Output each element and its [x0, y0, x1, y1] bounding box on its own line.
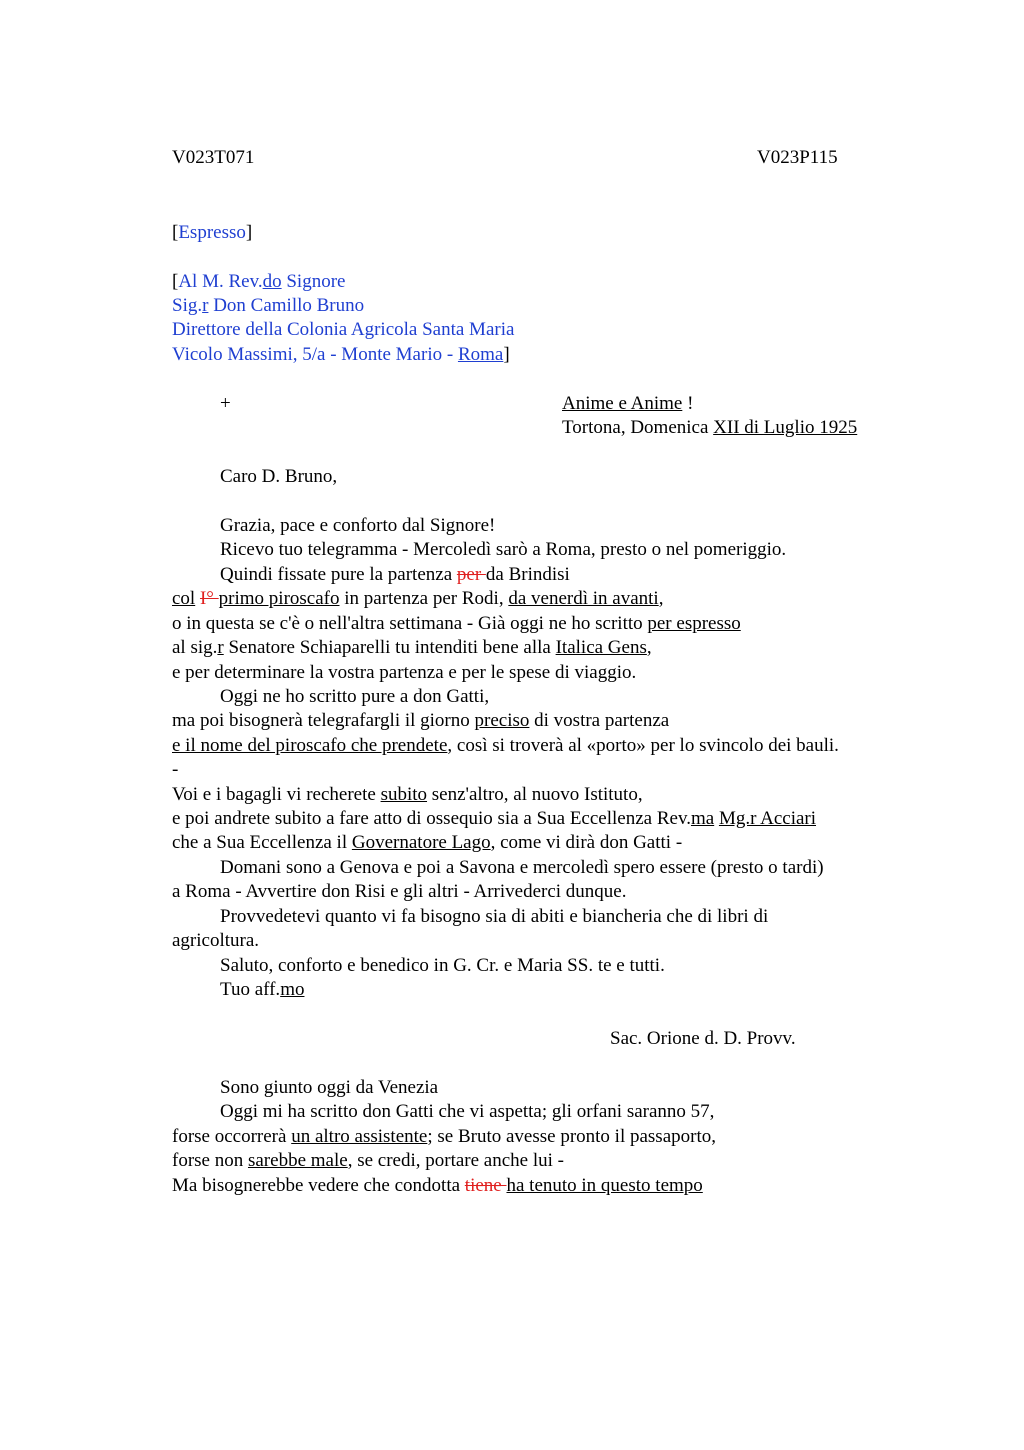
body-line: -: [172, 759, 179, 780]
body-line: Saluto, conforto e benedico in G. Cr. e Maria SS. te e tutti.: [220, 955, 665, 976]
body-line: e poi andrete subito a fare atto di ossequio sia a Sua Eccellenza Rev.ma Mg.r Acciari: [172, 808, 817, 829]
express-note: [Espresso]: [172, 222, 253, 243]
salutation: Caro D. Bruno,: [220, 466, 338, 487]
body-line: al sig.r Senatore Schiaparelli tu intenditi bene alla Italica Gens,: [172, 637, 652, 658]
place-date: Tortona, Domenica XII di Luglio 1925: [562, 417, 858, 438]
postscript-line: Sono giunto oggi da Venezia: [220, 1077, 439, 1098]
postscript-line: Ma bisognerebbe vedere che condotta tiene ha tenuto in questo tempo: [172, 1175, 703, 1196]
cross-mark: +: [220, 393, 231, 414]
body-line: Domani sono a Genova e poi a Savona e mercoledì spero essere (presto o tardi): [220, 857, 824, 878]
postscript-line: forse non sarebbe male, se credi, portare anche lui -: [172, 1150, 564, 1171]
address-line-3: Direttore della Colonia Agricola Santa Maria: [172, 319, 515, 340]
address-line-4: Vicolo Massimi, 5/a - Monte Mario - Roma]: [172, 344, 510, 365]
header-right-code: V023P115: [757, 147, 838, 168]
address-line-1: [Al M. Rev.do Signore: [172, 271, 346, 292]
body-line: a Roma - Avvertire don Risi e gli altri - Arrivederci dunque.: [172, 881, 627, 902]
deleted-text: I°: [199, 588, 219, 609]
signature: Sac. Orione d. D. Provv.: [610, 1028, 796, 1049]
deleted-text: per: [456, 564, 486, 585]
postscript-line: forse occorrerà un altro assistente; se Bruto avesse pronto il passaporto,: [172, 1126, 716, 1147]
body-line: Voi e i bagagli vi recherete subito senz'altro, al nuovo Istituto,: [172, 784, 643, 805]
body-line: agricoltura.: [172, 930, 260, 951]
address-line-2: Sig.r Don Camillo Bruno: [172, 295, 365, 316]
body-line: col I° primo piroscafo in partenza per Rodi, da venerdì in avanti,: [172, 588, 664, 609]
closing: Tuo aff.mo: [220, 979, 305, 1000]
body-line: Grazia, pace e conforto dal Signore!: [220, 515, 496, 536]
body-line: che a Sua Eccellenza il Governatore Lago, come vi dirà don Gatti -: [172, 832, 683, 853]
body-line: Quindi fissate pure la partenza per da Brindisi: [220, 564, 570, 585]
header-left-code: V023T071: [172, 147, 255, 168]
deleted-text: tiene: [464, 1175, 507, 1196]
body-line: Oggi ne ho scritto pure a don Gatti,: [220, 686, 490, 707]
postscript-line: Oggi mi ha scritto don Gatti che vi aspetta; gli orfani saranno 57,: [220, 1101, 715, 1122]
express-label: Espresso: [178, 222, 246, 243]
body-line: Provvedetevi quanto vi fa bisogno sia di abiti e biancheria che di libri di: [220, 906, 769, 927]
body-line: e il nome del piroscafo che prendete, così si troverà al «porto» per lo svincolo dei bauli.: [172, 735, 839, 756]
motto: Anime e Anime !: [562, 393, 694, 414]
body-line: ma poi bisognerà telegrafargli il giorno preciso di vostra partenza: [172, 710, 670, 731]
body-line: Ricevo tuo telegramma - Mercoledì sarò a Roma, presto o nel pomeriggio.: [220, 539, 787, 560]
body-line: o in questa se c'è o nell'altra settimana - Già oggi ne ho scritto per espresso: [172, 613, 741, 634]
body-line: e per determinare la vostra partenza e per le spese di viaggio.: [172, 662, 637, 683]
